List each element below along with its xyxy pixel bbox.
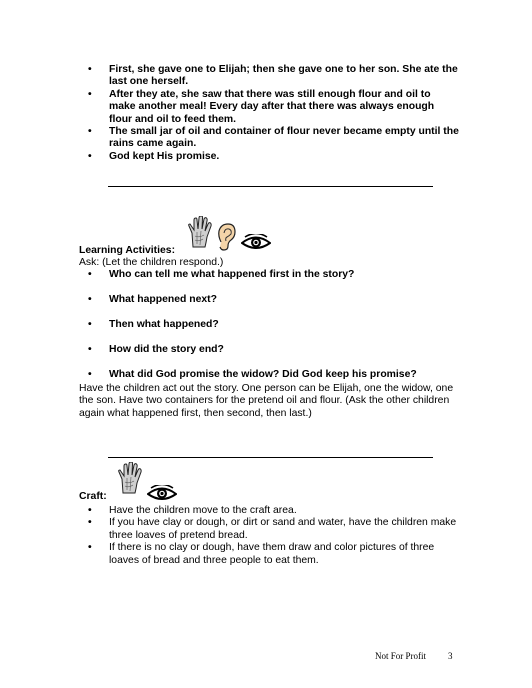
story-points-list bbox=[88, 64, 460, 163]
eye-icon bbox=[241, 234, 271, 251]
ear-icon bbox=[216, 222, 238, 252]
divider bbox=[108, 186, 433, 187]
eye-icon bbox=[147, 485, 177, 502]
page-number: 3 bbox=[448, 651, 453, 661]
list-item: • Then what happened? bbox=[88, 319, 219, 330]
list-item: • How did the story end? bbox=[88, 344, 224, 355]
activity-paragraph: Have the children act out the story. One person can be Elijah, one the widow, one the son. Have two containers for the pretend oil and flour. (Ask the other children again what happened first, then second, then last.) bbox=[79, 383, 454, 419]
list-item: • Have the children move to the craft area. bbox=[88, 505, 297, 516]
list-item: • After they ate, she saw that there was still enough flour and oil to make another meal! Every day after that there was always enough flour and oil to feed them. bbox=[88, 88, 435, 125]
craft-list bbox=[88, 505, 460, 567]
list-item: • First, she gave one to Elijah; then she gave one to her son. She ate the last one herself. bbox=[88, 64, 458, 88]
questions-list bbox=[88, 269, 460, 381]
list-item: • If there is no clay or dough, have them draw and color pictures of three loaves of bread and three people to eat them. bbox=[88, 542, 435, 566]
hand-icon bbox=[117, 462, 143, 494]
craft-heading: Craft: bbox=[79, 491, 107, 502]
list-item: • Who can tell me what happened first in the story? bbox=[88, 269, 355, 280]
ask-line: Ask: (Let the children respond.) bbox=[79, 257, 224, 268]
learning-activities-heading: Learning Activities: bbox=[79, 245, 176, 256]
list-item: • If you have clay or dough, or dirt or sand and water, have the children make three loaves of pretend bread. bbox=[88, 517, 457, 541]
list-item: • The small jar of oil and container of flour never became empty until the rains came again. bbox=[88, 126, 459, 150]
list-item: • God kept His promise. bbox=[88, 150, 220, 162]
list-item: • What did God promise the widow? Did God keep his promise? bbox=[88, 369, 417, 380]
hand-icon bbox=[187, 216, 213, 248]
divider bbox=[108, 457, 433, 458]
list-item: • What happened next? bbox=[88, 294, 217, 305]
footer-text: Not For Profit bbox=[375, 651, 427, 661]
